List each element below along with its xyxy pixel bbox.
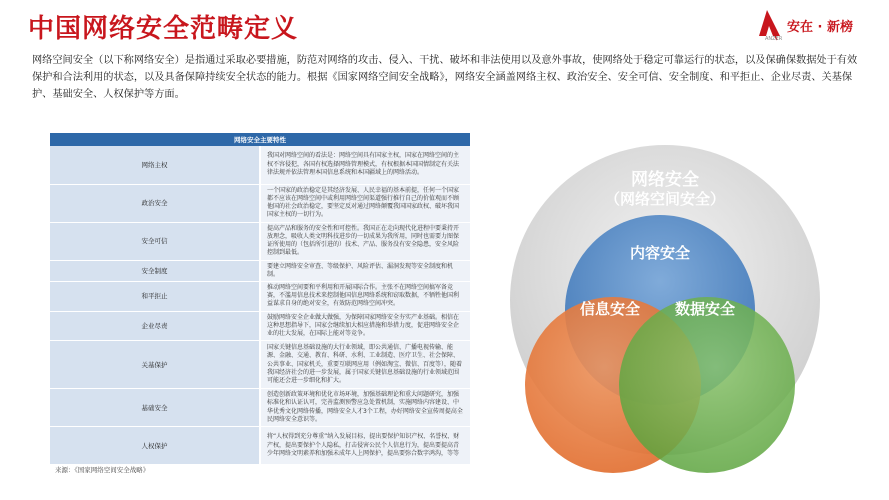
- data-label: 数据安全: [674, 300, 735, 318]
- table-row: [50, 389, 470, 427]
- source-note: 来源：《国家网络空间安全战略》: [55, 466, 150, 474]
- row-description: 国家关键信息基础设施的大行业领域，即公共通信、广播电视传输、能源、金融、交通、教育、科研、水利、工业制造、医疗卫生、社会保障、公共事业、国家机关，重要互联网应用（例如淘宝、微信、百度等），随着我国经济社会的进一步发展，属于国家关键信息基础设施的行业领域范围可能还会进一步细化和扩大。: [260, 341, 470, 389]
- row-category: 网络主权: [50, 146, 260, 184]
- row-description: 创造创新政策环境和优化市场环境，加强基础理论和重大问题研究，加强标准化和认证认可，完善监测预警应急处置机制，实施网络内容建设、中华优秀文化网络传播，网络安全人才3个工程，办好网络安全宣传周提高全民网络安全意识等。: [260, 389, 470, 427]
- row-description: 要建立网络安全审查、等级保护、风险评估、漏洞发现等安全制度和机制。: [260, 260, 470, 281]
- row-description: 提高产品和服务的安全性和可控性。我国正在走向现代化进程中要秉持开放理念，吸收人类文明科技进步的一切成果为我所用，同时也需要力图保证所使用的（包括所引进的）技术、产品、服务没有安全隐患，安全风险控制到最低。: [260, 222, 470, 260]
- table-row: [50, 184, 470, 222]
- table-row: [50, 427, 470, 465]
- row-category: 安全制度: [50, 260, 260, 281]
- intro-paragraph: 网络空间安全（以下称网络安全）是指通过采取必要措施，防范对网络的攻击、侵入、干扰、破坏和非法使用以及意外事故，使网络处于稳定可靠运行的状态，以及保确保数据处于有效保护和合法利用的状态，以及具备保障持续安全状态的能力。根据《国家网络空间安全战略》，网络安全涵盖网络主权、政治安全、安全可信、安全制度、和平拒止、企业尽责、关基保护、基础安全、人权保护等方面。: [32, 55, 858, 100]
- row-category: 企业尽责: [50, 311, 260, 341]
- row-category: 关基保护: [50, 341, 260, 389]
- row-category: 人权保护: [50, 427, 260, 465]
- row-category: 基础安全: [50, 389, 260, 427]
- table-row: [50, 281, 470, 311]
- venn-diagram: [500, 110, 830, 490]
- row-description: 推动网络空间要和平利用和开展国际合作。主张不在网络空间搞军备竞赛，不滥用信息技术来控制他国信息网络系统和窃取数据，不牺牲他国利益谋求自身的绝对安全，有效防范网络空间冲突。: [260, 281, 470, 311]
- logo: [757, 6, 875, 46]
- row-category: 政治安全: [50, 184, 260, 222]
- row-description: 一个国家的政治稳定是其经济发展、人民幸福的基本前提，任何一个国家都不应该在网络空间中或利用网络空间渠道强行推行自己的价值观而不顾他国的社会政治稳定，要坚定反对通过网络颠覆我国国家政权、破坏我国国家主权的一切行为。: [260, 184, 470, 222]
- table-row: [50, 311, 470, 341]
- features-table: [50, 133, 470, 465]
- row-description: 我国对网络空间的看法是：网络空间具有国家主权，国家在网络空间的主权不容侵犯，各国有权选择网络管理模式，有权根据本国国情制定有关法律法规并依法管理本国信息系统和本国疆域上的网络活动。: [260, 146, 470, 184]
- content-label: 内容安全: [629, 244, 690, 262]
- row-description: 鼓励网络安全企业做大做强，为保障国家网络安全夯实产业基础。相信在这种思想指导下，国家会继续加大相应措施和举措力度，促进网络安全企业的壮大发展，在国际上能对等竞争。: [260, 311, 470, 341]
- data-circle: [619, 297, 795, 473]
- info-label: 信息安全: [579, 300, 640, 318]
- row-description: 将“人权得到充分尊重”纳入发展目标，提出要保护知识产权、名誉权、财产权，提出要保护个人隐私，打击侵害公民个人信息行为，提出要提高青少年网络文明素养和加强未成年人上网保护，提出要弥合数字鸿沟，等等: [260, 427, 470, 465]
- outer-label-line2: （网络空间安全）: [604, 190, 725, 208]
- logo-text: 安在 · 新榜: [787, 20, 853, 35]
- table-row: [50, 222, 470, 260]
- page-title: 中国网络安全范畴定义: [28, 14, 299, 44]
- logo-subtext: ANZER: [765, 36, 783, 42]
- table-row: [50, 146, 470, 184]
- table-row: [50, 260, 470, 281]
- features-table-container: [50, 133, 470, 465]
- outer-label-line1: 网络安全: [631, 170, 699, 190]
- row-category: 和平拒止: [50, 281, 260, 311]
- row-category: 安全可信: [50, 222, 260, 260]
- table-row: [50, 341, 470, 389]
- table-header: 网络安全主要特性: [50, 133, 470, 146]
